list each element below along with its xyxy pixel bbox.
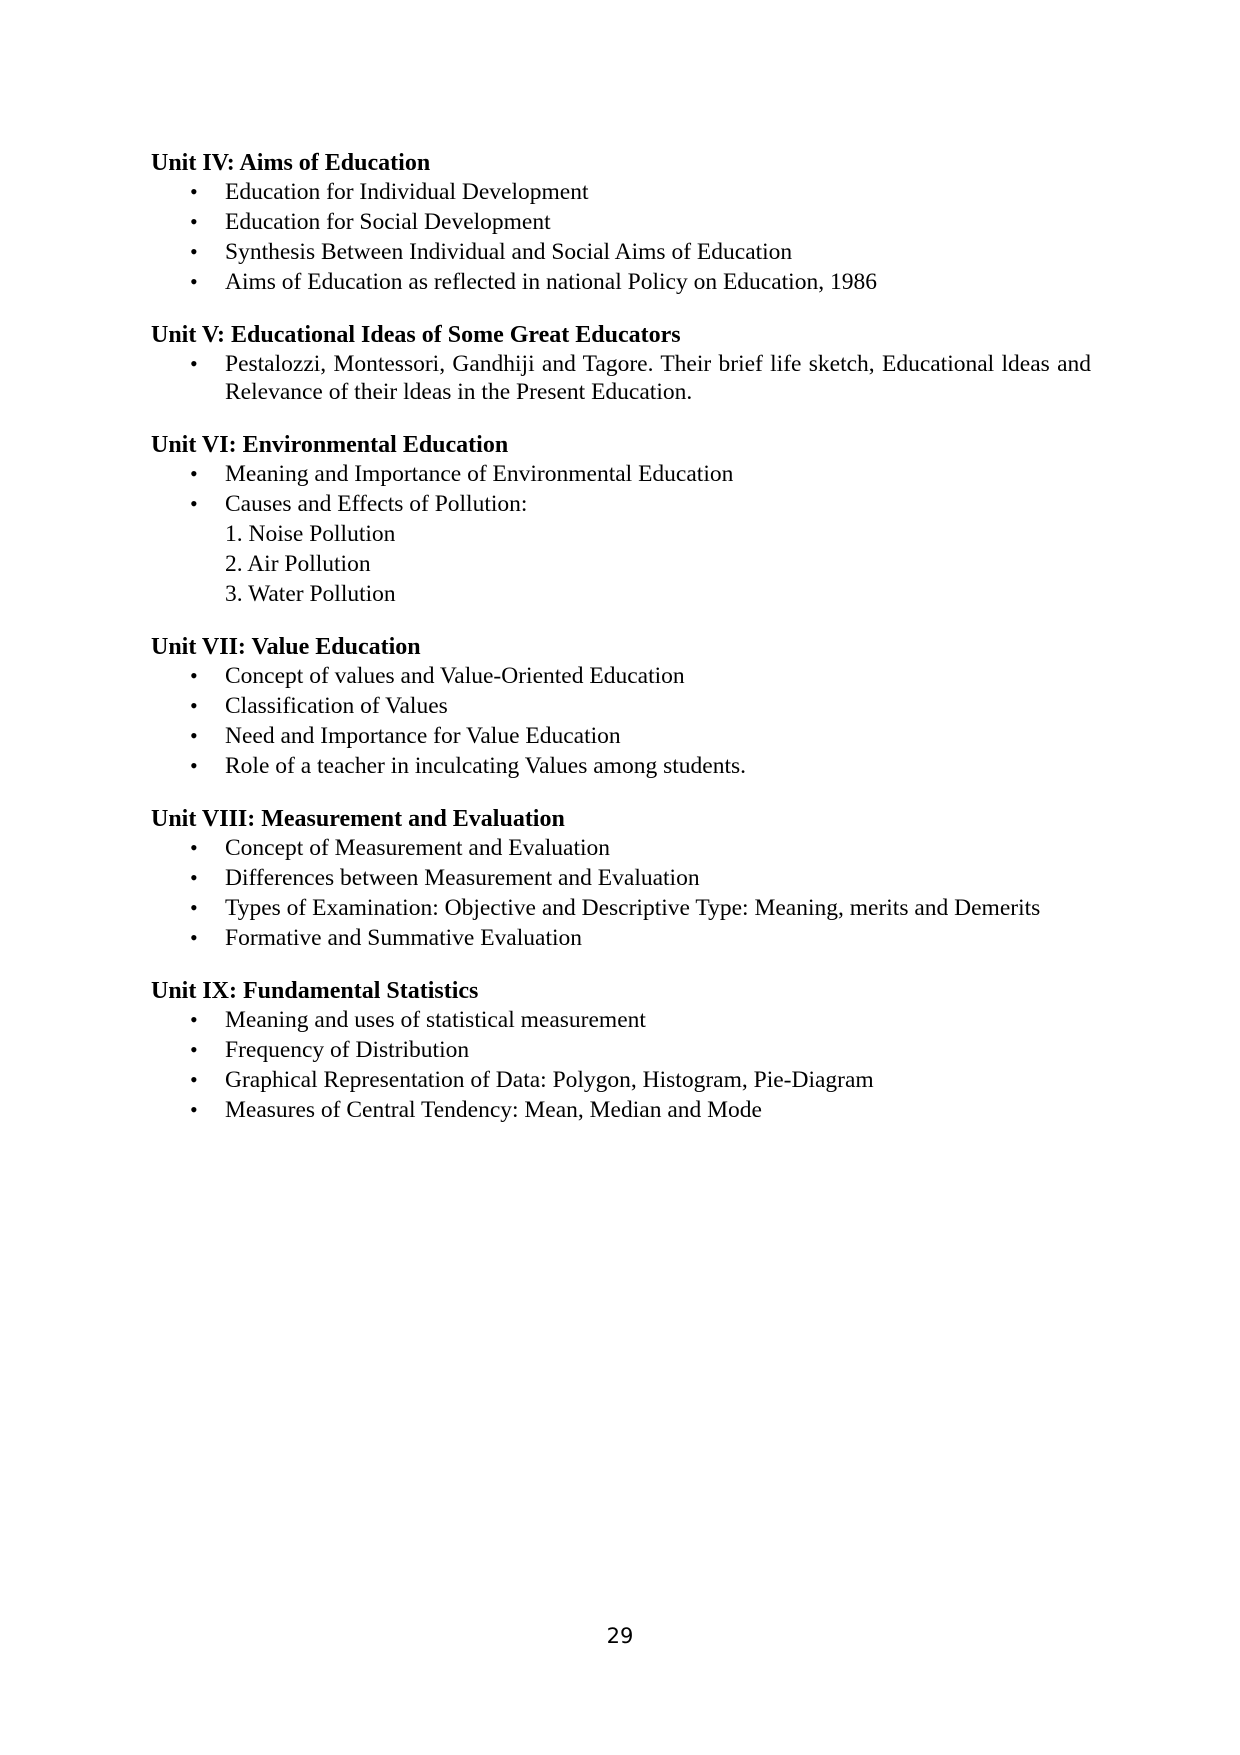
list-item: • Differences between Measurement and Evaluation (190, 865, 700, 891)
pollution-sublist (151, 520, 1091, 608)
bullet-icon: • (190, 491, 198, 516)
list-item: • Measures of Central Tendency: Mean, Median and Mode (190, 1097, 762, 1123)
unit-points (151, 178, 1091, 296)
unit-vi (151, 430, 1091, 608)
bullet-icon: • (190, 1007, 198, 1032)
list-item: • Classification of Values (190, 693, 448, 719)
list-item: • Causes and Effects of Pollution: (190, 491, 528, 517)
unit-v (151, 320, 1091, 406)
bullet-icon: • (190, 239, 198, 264)
list-item: • Education for Individual Development (190, 179, 589, 205)
unit-points (151, 662, 1091, 780)
list-item: • Formative and Summative Evaluation (190, 925, 582, 951)
bullet-icon: • (190, 663, 198, 688)
bullet-icon: • (190, 925, 198, 950)
list-item: • Role of a teacher in inculcating Values among students. (190, 753, 746, 779)
bullet-icon: • (190, 693, 198, 718)
bullet-icon: • (190, 1037, 198, 1062)
bullet-icon: • (190, 1067, 198, 1092)
list-item: • Meaning and Importance of Environmental Education (190, 461, 734, 487)
unit-ix (151, 976, 1091, 1124)
list-item: • Aims of Education as reflected in national Policy on Education, 1986 (190, 269, 877, 295)
bullet-icon: • (190, 351, 198, 376)
bullet-icon: • (190, 895, 198, 920)
unit-iv (151, 148, 1091, 296)
list-item: • Concept of Measurement and Evaluation (190, 835, 611, 861)
sub-list-item: 3. Water Pollution (225, 581, 396, 607)
bullet-icon: • (190, 723, 198, 748)
list-item: • Synthesis Between Individual and Social Aims of Education (190, 239, 793, 265)
sub-list-item: 2. Air Pollution (225, 551, 371, 577)
unit-vii (151, 632, 1091, 780)
list-item: • Need and Importance for Value Education (190, 723, 621, 749)
list-item: • Concept of values and Value-Oriented Education (190, 663, 685, 689)
unit-title: Unit VI: Environmental Education (151, 432, 509, 458)
bullet-icon: • (190, 835, 198, 860)
page-number: 29 (606, 1624, 634, 1648)
list-item: • Education for Social Development (190, 209, 551, 235)
unit-points (151, 834, 1091, 952)
bullet-icon: • (190, 753, 198, 778)
list-item: • Types of Examination: Objective and Descriptive Type: Meaning, merits and Demerits (190, 895, 1041, 921)
unit-points (151, 350, 1091, 406)
bullet-icon: • (190, 1097, 198, 1122)
bullet-icon: • (190, 179, 198, 204)
bullet-icon: • (190, 461, 198, 486)
sub-list-item: 1. Noise Pollution (225, 521, 396, 547)
unit-points (151, 1006, 1091, 1124)
bullet-icon: • (190, 865, 198, 890)
unit-title: Unit VIII: Measurement and Evaluation (151, 806, 565, 832)
unit-title: Unit IX: Fundamental Statistics (151, 978, 479, 1004)
bullet-icon: • (190, 209, 198, 234)
unit-title: Unit V: Educational Ideas of Some Great Educators (151, 322, 681, 348)
bullet-icon: • (190, 269, 198, 294)
unit-viii (151, 804, 1091, 952)
unit-points (151, 460, 1091, 518)
list-item: • Graphical Representation of Data: Polygon, Histogram, Pie-Diagram (190, 1067, 874, 1093)
document-page (151, 148, 1091, 1148)
unit-title: Unit IV: Aims of Education (151, 150, 431, 176)
list-item: • Pestalozzi, Montessori, Gandhiji and Tagore. Their brief life sketch, Educational ldeas and Relevance of their ldeas in the Present Education. (190, 351, 1091, 405)
list-item: • Frequency of Distribution (190, 1037, 470, 1063)
unit-title: Unit VII: Value Education (151, 634, 421, 660)
list-item: • Meaning and uses of statistical measurement (190, 1007, 646, 1033)
